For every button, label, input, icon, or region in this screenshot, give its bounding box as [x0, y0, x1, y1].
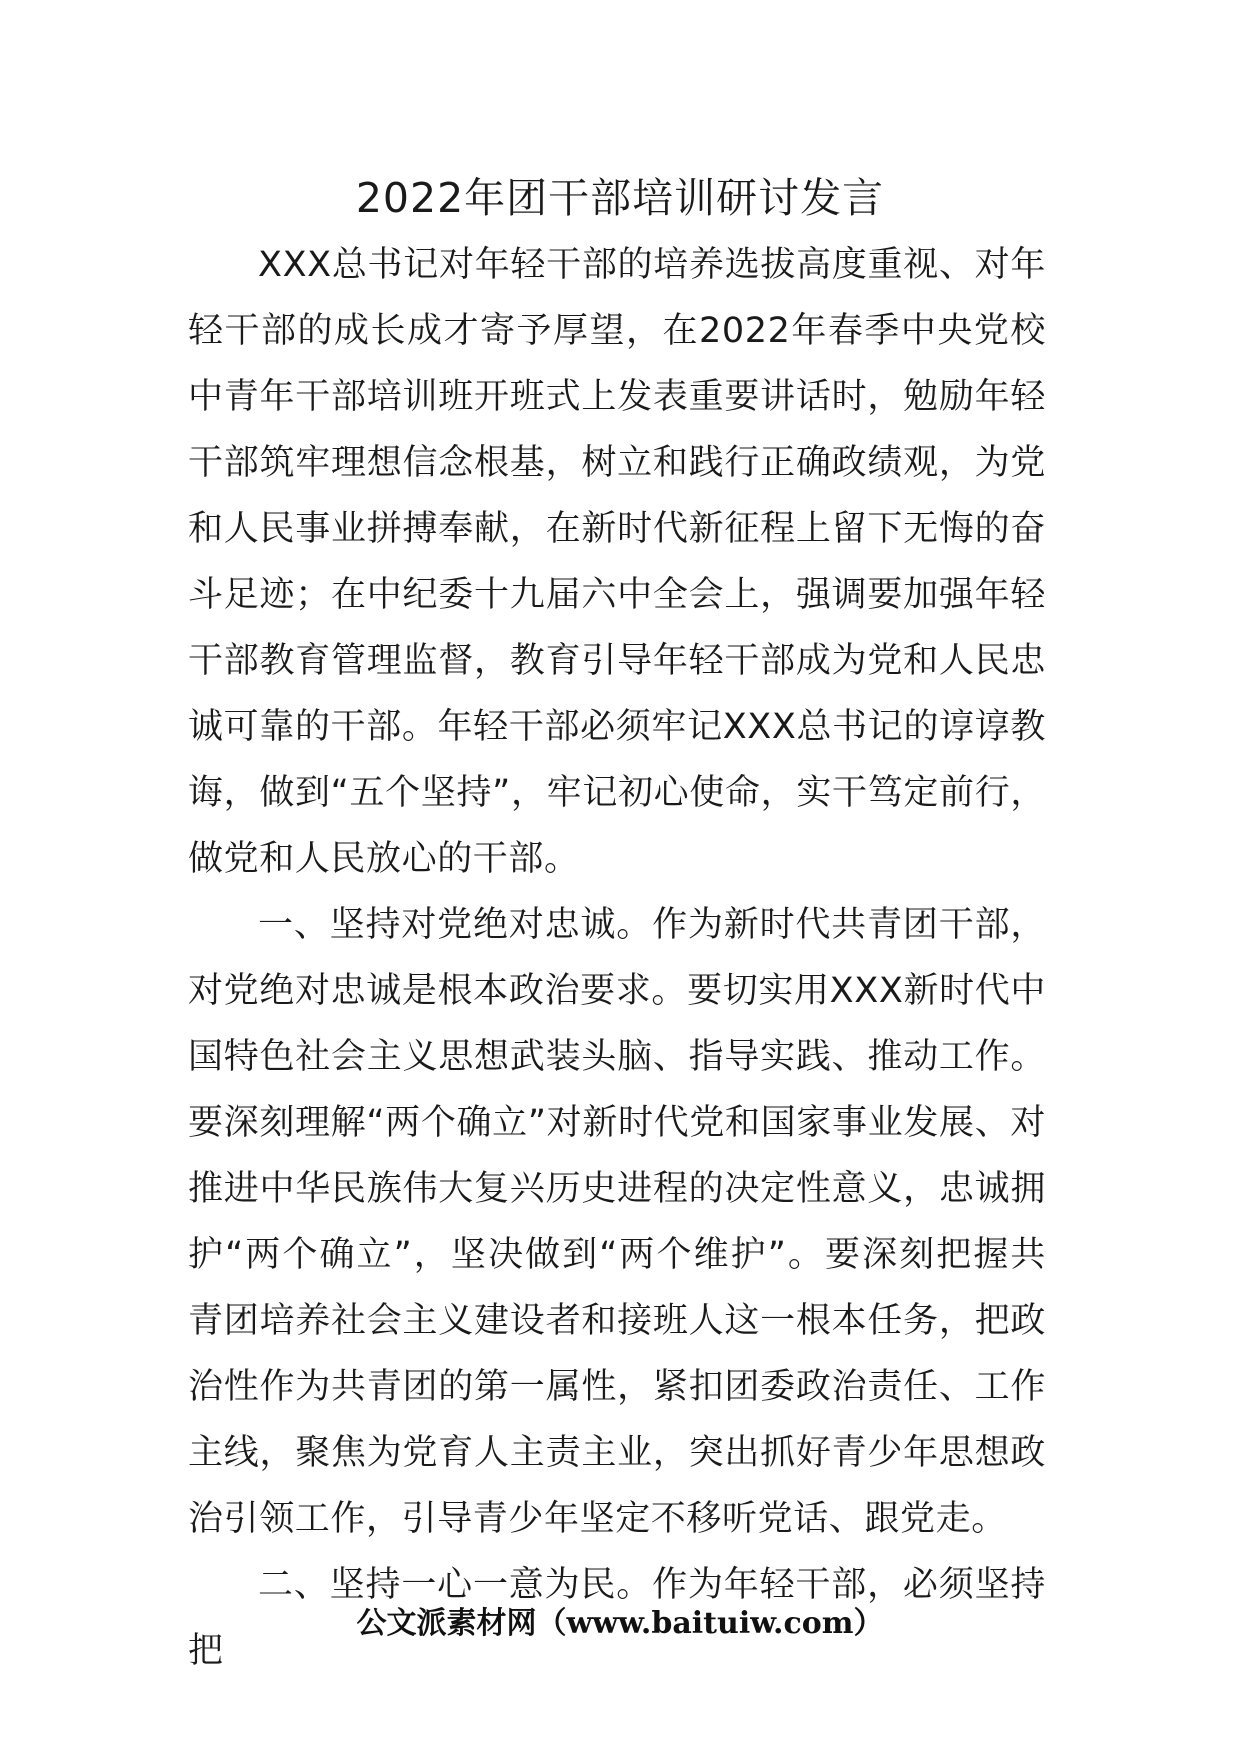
- document-title: 2022年团干部培训研讨发言: [355, 174, 885, 222]
- paragraph-section-1: 一、坚持对党绝对忠诚。作为新时代共青团干部，对党绝对忠诚是根本政治要求。要切实用XXX新时代中国特色社会主义思想武装头脑、指导实践、推动工作。要深刻理解“两个确立”对新时代党和国家事业发展、对推进中华民族伟大复兴历史进程的决定性意义，忠诚拥护“两个确立”，坚决做到“两个维护”。要深刻把握共青团培养社会主义建设者和接班人这一根本任务，把政治性作为共青团的第一属性，紧扣团委政治责任、工作主线，聚焦为党育人主责主业，突出抓好青少年思想政治引领工作，引导青少年坚定不移听党话、跟党走。: [188, 905, 1046, 1539]
- footer-watermark: 公文派素材网（www.baituiw.com）: [356, 1606, 884, 1641]
- document-body: [188, 232, 1046, 1684]
- paragraph-intro: XXX总书记对年轻干部的培养选拔高度重视、对年轻干部的成长成才寄予厚望，在2022年春季中央党校中青年干部培训班开班式上发表重要讲话时，勉励年轻干部筑牢理想信念根基，树立和践行正确政绩观，为党和人民事业拼搏奉献，在新时代新征程上留下无悔的奋斗足迹；在中纪委十九届六中全会上，强调要加强年轻干部教育管理监督，教育引导年轻干部成为党和人民忠诚可靠的干部。年轻干部必须牢记XXX总书记的谆谆教诲，做到“五个坚持”，牢记初心使命，实干笃定前行，做党和人民放心的干部。: [188, 245, 1046, 879]
- paragraph-section-2: 二、坚持一心一意为民。作为年轻干部，必须坚持把: [188, 1565, 1046, 1671]
